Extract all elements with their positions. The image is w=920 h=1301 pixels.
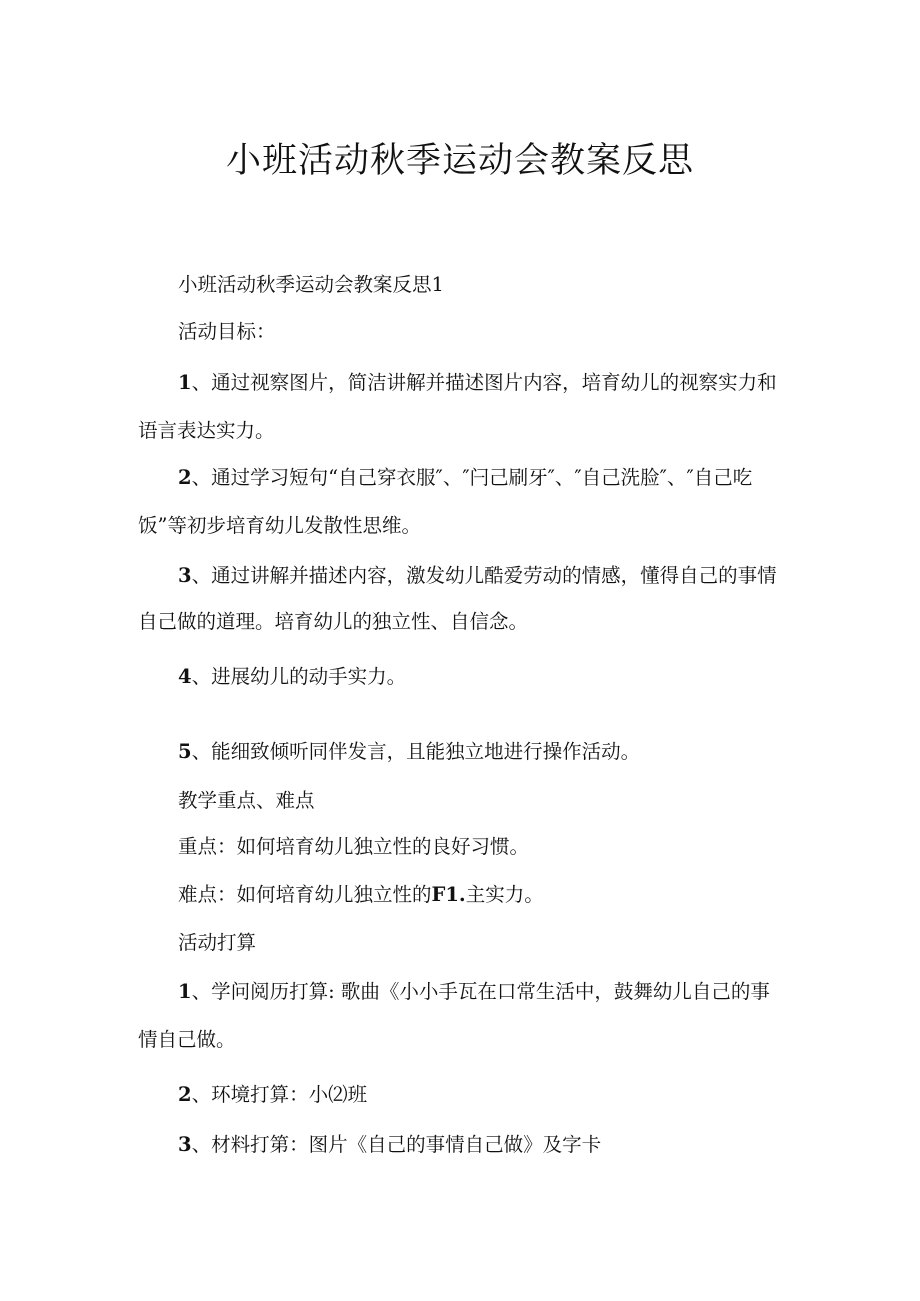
goal-item-2-continued: 饭”等初步培育幼儿发散性思维。 [138, 514, 421, 537]
prep-number: 3 [178, 1133, 192, 1156]
prep-item-2: 2、环境打算：小⑵班 [178, 1083, 368, 1106]
section-heading: 小班活动秋季运动会教案反思1 [178, 273, 444, 296]
prep-number: 2 [178, 1083, 192, 1106]
difficulty-point: 难点：如何培育幼儿独立性的F1.主实力。 [178, 883, 544, 906]
goals-label: 活动目标： [178, 320, 276, 343]
goal-number: 4 [178, 665, 192, 688]
document-title: 小班活动秋季运动会教案反思 [225, 141, 694, 181]
goal-item-2: 2、通过学习短句“自己穿衣服″、″闩己刷牙″、″自己洗脸″、″自己吃 [178, 466, 753, 489]
goal-item-4: 4、进展幼儿的动手实力。 [178, 665, 407, 688]
goal-item-5: 5、能细致倾听同伴发言，且能独立地进行操作活动。 [178, 740, 641, 763]
prep-label: 活动打算 [178, 931, 257, 954]
prep-number: 1 [178, 980, 192, 1003]
goal-number: 2 [178, 466, 192, 489]
key-points-label: 教学重点、难点 [178, 789, 315, 812]
goal-number: 3 [178, 564, 192, 587]
prep-item-1-continued: 情自己做。 [138, 1028, 236, 1051]
goal-number: 1 [178, 371, 192, 394]
goal-item-1-continued: 语言表达实力。 [138, 419, 275, 442]
goal-number: 5 [178, 740, 192, 763]
prep-item-1: 1、学问阅历打算: 歌曲《小小手瓦在口常生活中，鼓舞幼儿自己的事 [178, 980, 770, 1003]
goal-item-3: 3、通过讲解并描述内容，激发幼儿酷爱劳动的情感，懂得自己的事情 [178, 564, 777, 587]
prep-item-3: 3、材料打第：图片《自己的事情自己做》及字卡 [178, 1133, 602, 1156]
goal-item-3-continued: 自己做的道理。培育幼儿的独立性、自信念。 [138, 610, 529, 633]
goal-item-1: 1、通过视察图片，简洁讲解并描述图片内容，培育幼儿的视察实力和 [178, 371, 777, 394]
key-point: 重点：如何培育幼儿独立性的良好习惯。 [178, 835, 530, 858]
